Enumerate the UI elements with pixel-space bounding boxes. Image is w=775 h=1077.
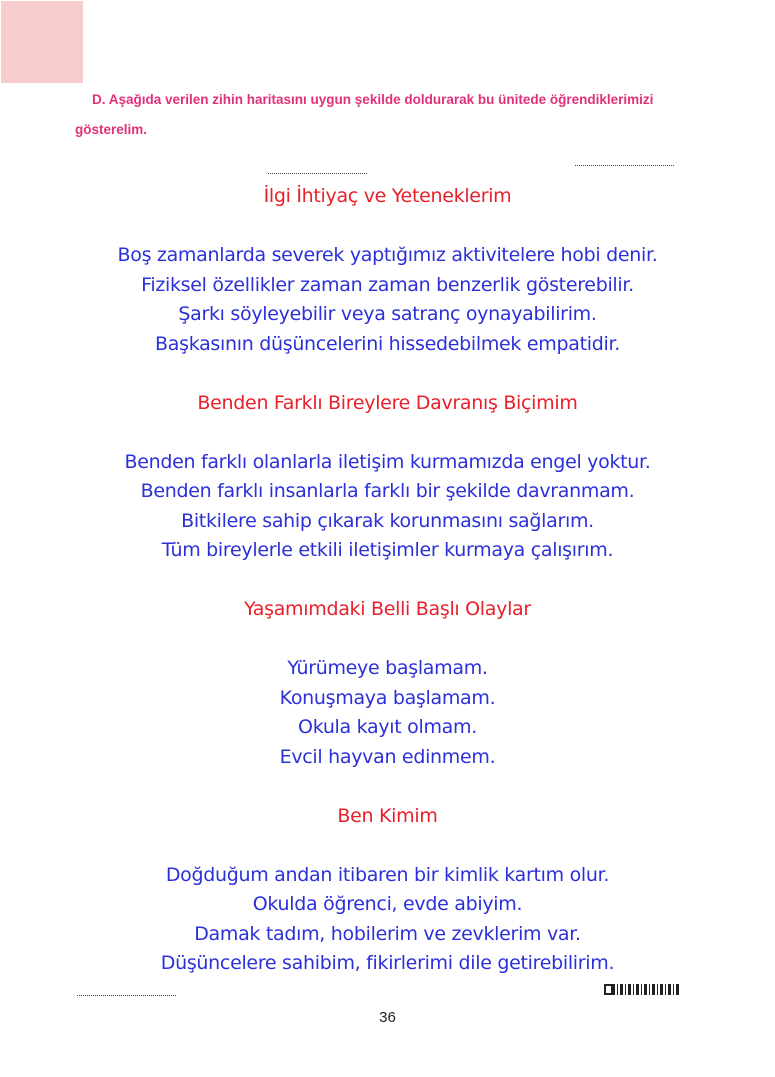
section-who-am-i <box>0 802 775 979</box>
blank-line <box>575 165 674 166</box>
instruction-line-2: gösterelim. <box>75 122 148 137</box>
qr-code-icon <box>604 984 680 995</box>
section-line: Düşüncelere sahibim, fikirlerimi dile getirebilirim. <box>160 952 615 974</box>
section-line: Tüm bireylerle etkili iletişimler kurmaya çalışırım. <box>161 539 614 561</box>
section-line: Okulda öğrenci, evde abiyim. <box>252 893 523 915</box>
section-line: Yürümeye başlamam. <box>287 657 488 679</box>
section-line: Damak tadım, hobilerim ve zevklerim var. <box>194 922 581 945</box>
instruction-line-1: D. Aşağıda verilen zihin haritasını uygun şekilde doldurarak bu ünitede öğrendiklerimizi <box>92 92 654 107</box>
section-heading: Ben Kimim <box>337 804 438 827</box>
blank-line <box>268 173 367 174</box>
mind-map-content <box>0 182 775 979</box>
page-number: 36 <box>379 1009 396 1026</box>
section-life-events <box>0 595 775 802</box>
blank-line <box>77 995 176 996</box>
section-line: Benden farklı olanlarla iletişim kurmamızda engel yoktur. <box>124 450 651 473</box>
section-line: Konuşmaya başlamam. <box>279 686 496 709</box>
section-line: Boş zamanlarda severek yaptığımız aktivitelere hobi denir. <box>117 244 658 266</box>
section-line: Başkasının düşüncelerini hissedebilmek empatidir. <box>155 332 620 355</box>
section-line: Okula kayıt olmam. <box>298 716 477 738</box>
section-line: Evcil hayvan edinmem. <box>279 745 496 768</box>
section-interests <box>0 182 775 389</box>
section-behavior <box>0 389 775 596</box>
section-line: Fiziksel özellikler zaman zaman benzerlik gösterebilir. <box>141 273 634 296</box>
section-line: Doğduğum andan itibaren bir kimlik kartım olur. <box>165 863 610 886</box>
section-heading: İlgi İhtiyaç ve Yeteneklerim <box>263 185 512 207</box>
corner-decoration <box>1 1 83 83</box>
section-heading: Yaşamımdaki Belli Başlı Olaylar <box>244 598 531 620</box>
section-heading: Benden Farklı Bireylere Davranış Biçimim <box>197 391 578 414</box>
section-line: Bitkilere sahip çıkarak korunmasını sağlarım. <box>181 509 594 532</box>
section-line: Benden farklı insanlarla farklı bir şekilde davranmam. <box>140 480 635 502</box>
section-line: Şarkı söyleyebilir veya satranç oynayabilirim. <box>178 303 597 325</box>
